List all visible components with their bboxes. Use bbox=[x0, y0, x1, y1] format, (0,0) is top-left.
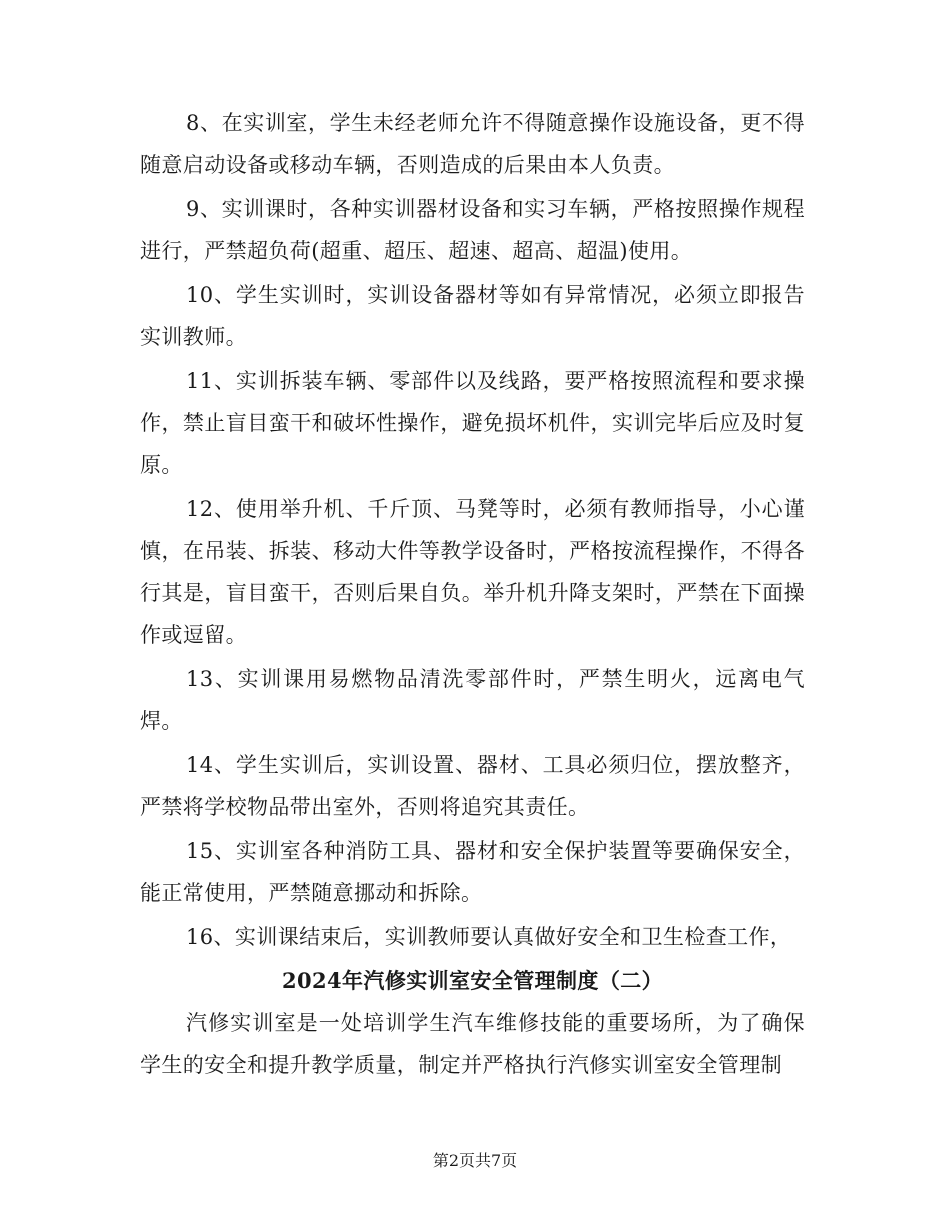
paragraph-rule-10: 10、学生实训时，实训设备器材等如有异常情况，必须立即报告实训教师。 bbox=[140, 283, 805, 349]
paragraph-rule-11: 11、实训拆装车辆、零部件以及线路，要严格按照流程和要求操作，禁止盲目蛮干和破坏性操作，避免损坏机件，实训完毕后应及时复原。 bbox=[140, 369, 805, 477]
document-page bbox=[140, 102, 805, 1088]
paragraph-rule-13: 13、实训课用易燃物品清洗零部件时，严禁生明火，远离电气焊。 bbox=[140, 667, 805, 733]
paragraph-rule-8: 8、在实训室，学生未经老师允许不得随意操作设施设备，更不得随意启动设备或移动车辆，否则造成的后果由本人负责。 bbox=[140, 111, 805, 177]
paragraph-rule-12: 12、使用举升机、千斤顶、马凳等时，必须有教师指导，小心谨慎，在吊装、拆装、移动大件等教学设备时，严格按流程操作，不得各行其是，盲目蛮干，否则后果自负。举升机升降支架时，严禁在下面操作或逗留。 bbox=[140, 497, 805, 647]
section-intro-paragraph: 汽修实训室是一处培训学生汽车维修技能的重要场所，为了确保学生的安全和提升教学质量，制定并严格执行汽修实训室安全管理制 bbox=[140, 1011, 805, 1077]
paragraph-rule-16: 16、实训课结束后，实训教师要认真做好安全和卫生检查工作， bbox=[186, 925, 792, 949]
page-number-footer: 第2页共7页 bbox=[432, 1151, 518, 1170]
paragraph-rule-14: 14、学生实训后，实训设置、器材、工具必须归位，摆放整齐，严禁将学校物品带出室外，否则将追究其责任。 bbox=[140, 753, 805, 819]
section-title: 2024年汽修实训室安全管理制度（二） bbox=[281, 968, 664, 993]
paragraph-rule-15: 15、实训室各种消防工具、器材和安全保护装置等要确保安全，能正常使用，严禁随意挪动和拆除。 bbox=[140, 839, 805, 905]
paragraph-rule-9: 9、实训课时，各种实训器材设备和实习车辆，严格按照操作规程进行，严禁超负荷(超重、超压、超速、超高、超温)使用。 bbox=[140, 197, 805, 263]
